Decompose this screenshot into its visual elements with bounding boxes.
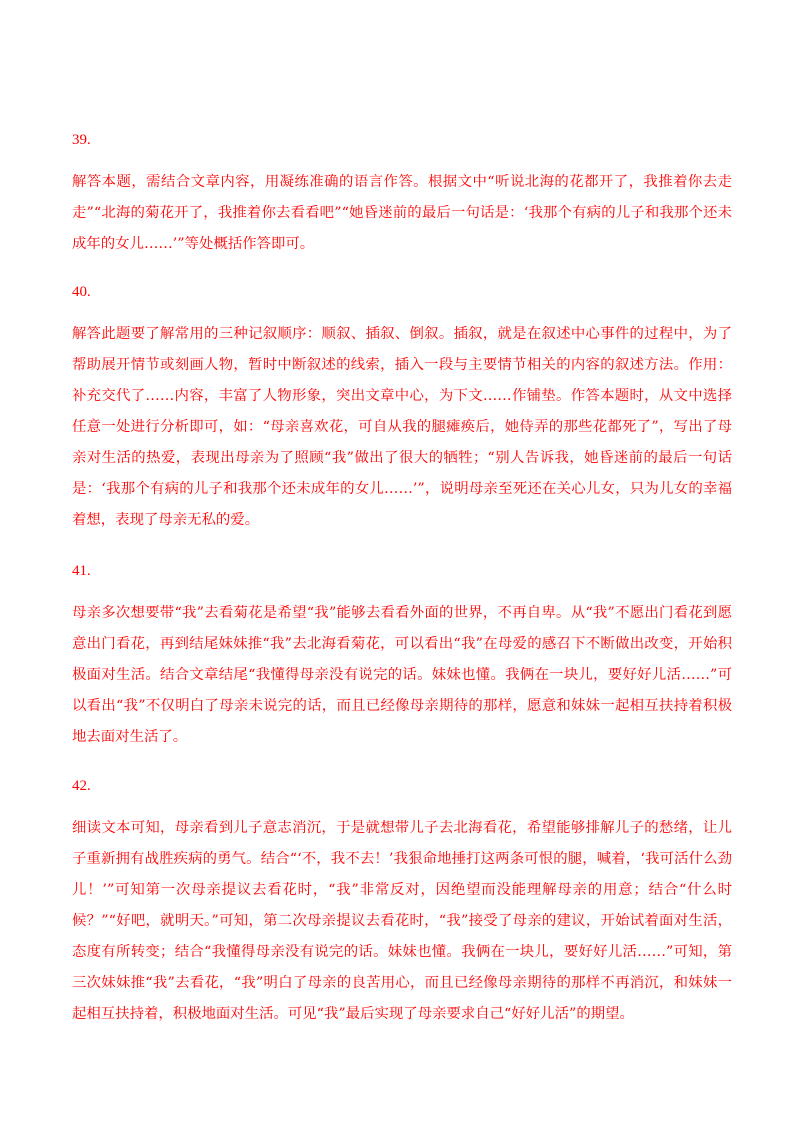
question-number-39: 39. xyxy=(72,132,91,148)
question-number-40: 40. xyxy=(72,284,91,300)
answer-39: 解答本题，需结合文章内容，用凝练准确的语言作答。根据文中“听说北海的花都开了，我推着你去走走”“北海的菊花开了，我推着你去看看吧”“她昏迷前的最后一句话是：‘我那个有病的儿子和我那个还未成年的女儿……’”等处概括作答即可。 xyxy=(72,174,732,252)
answer-40: 解答此题要了解常用的三种记叙顺序：顺叙、插叙、倒叙。插叙，就是在叙述中心事件的过程中，为了帮助展开情节或刻画人物，暂时中断叙述的线索，插入一段与主要情节相关的内容的叙述方法。作用：补充交代了……内容，丰富了人物形象，突出文章中心，为下文……作铺垫。作答本题时，从文中选择任意一处进行分析即可，如：“母亲喜欢花，可自从我的腿瘫痪后，她侍弄的那些花都死了”，写出了母亲对生活的热爱，表现出母亲为了照顾“我”做出了很大的牺牲；“别人告诉我，她昏迷前的最后一句话是：‘我那个有病的儿子和我那个还未成年的女儿……’”，说明母亲至死还在关心儿女，只为儿女的幸福着想，表现了母亲无私的爱。 xyxy=(72,326,732,528)
question-number-42: 42. xyxy=(72,778,91,794)
answer-41: 母亲多次想要带“我”去看菊花是希望“我”能够去看看外面的世界，不再自卑。从“我”不愿出门看花到愿意出门看花，再到结尾妹妹推“我”去北海看菊花，可以看出“我”在母爱的感召下不断做出改变，开始积极面对生活。结合文章结尾“我懂得母亲没有说完的话。妹妹也懂。我俩在一块儿，要好好儿活……”可以看出“我”不仅明白了母亲未说完的话，而且已经像母亲期待的那样，愿意和妹妹一起相互扶持着积极地去面对生活了。 xyxy=(72,605,732,745)
answer-42: 细读文本可知，母亲看到儿子意志消沉，于是就想带儿子去北海看花，希望能够排解儿子的愁绪，让儿子重新拥有战胜疾病的勇气。结合“‘不，我不去！’我狠命地捶打这两条可恨的腿，喊着，‘我可活什么劲儿！’”可知第一次母亲提议去看花时，“我”非常反对，因绝望而没能理解母亲的用意；结合“什么时候？”“好吧，就明天。”可知，第二次母亲提议去看花时，“我”接受了母亲的建议，开始试着面对生活，态度有所转变；结合“我懂得母亲没有说完的话。妹妹也懂。我俩在一块儿，要好好儿活……”可知，第三次妹妹推“我”去看花，“我”明白了母亲的良苦用心，而且已经像母亲期待的那样不再消沉，和妹妹一起相互扶持着，积极地面对生活。可见“我”最后实现了母亲要求自己“好好儿活”的期望。 xyxy=(72,820,732,1022)
question-number-41: 41. xyxy=(72,563,91,579)
